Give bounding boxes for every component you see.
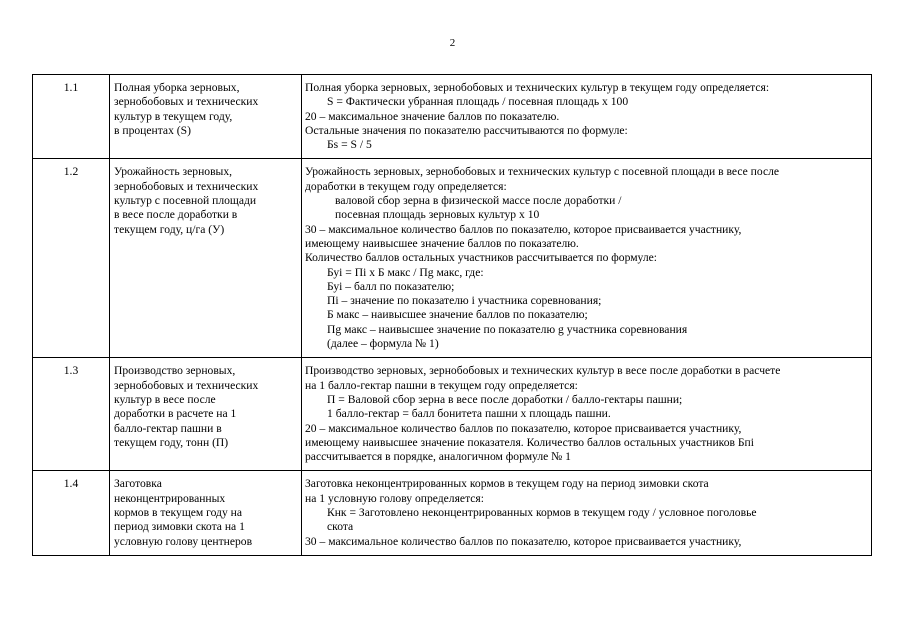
indicator-name-line: культур с посевной площади [114,194,257,208]
indicator-name-line: период зимовки скота на 1 [114,520,245,534]
indicator-name-line: в процентах (S) [114,123,191,137]
indicator-name-line: текущем году, ц/га (У) [114,222,225,236]
indicator-name-line: зернобобовых и технических [114,179,259,193]
description-line: Урожайность зерновых, зернобобовых и технических культур с посевной площади в весе после [305,165,780,179]
description-line: рассчитывается в порядке, аналогичном формуле № 1 [305,450,571,464]
criteria-table [32,74,872,556]
calculation-description [302,358,872,471]
description-line: Б макс – наивысшее значение баллов по показателю; [327,308,588,322]
indicator-name-line: Урожайность зерновых, [114,165,233,179]
description-line: Производство зерновых, зернобобовых и технических культур в весе после доработки в расчете [305,364,781,378]
description-line: Пg макс – наивысшее значение по показателю g участника соревнования [327,322,688,336]
description-line: валовой сбор зерна в физической массе после доработки / [335,194,622,208]
indicator-name-line: балло-гектар пашни в [114,421,222,435]
description-line: 1 балло-гектар = балл бонитета пашни х площадь пашни. [327,407,611,421]
description-line: S = Фактически убранная площадь / посевная площадь х 100 [327,95,629,109]
calculation-description [302,159,872,358]
indicator-name-line: зернобобовых и технических [114,95,259,109]
indicator-name-line: кормов в текущем году на [114,506,243,520]
calculation-description [302,75,872,159]
indicator-name [110,358,302,471]
description-line: П = Валовой сбор зерна в весе после доработки / балло-гектары пашни; [327,392,683,406]
description-line: Заготовка неконцентрированных кормов в текущем году на период зимовки скота [305,477,709,491]
description-line: Количество баллов остальных участников рассчитывается по формуле: [305,251,658,265]
calculation-description [302,471,872,555]
description-line: имеющему наивысшее значение баллов по показателю. [305,236,579,250]
description-line: Пi – значение по показателю i участника соревнования; [327,294,602,308]
description-line: Буi = Пi х Б макс / Пg макс, где: [327,265,484,279]
description-line: 30 – максимальное количество баллов по показателю, которое присваивается участнику, [305,534,742,548]
row-number: 1.4 [33,471,110,555]
indicator-name-line: в весе после доработки в [114,208,238,222]
table-row [33,471,872,555]
description-line: (далее – формула № 1) [327,337,439,351]
row-number: 1.2 [33,159,110,358]
description-line: 20 – максимальное значение баллов по показателю. [305,109,560,123]
description-line: на 1 балло-гектар пашни в текущем году определяется: [305,378,578,392]
indicator-name [110,75,302,159]
description-line: 20 – максимальное количество баллов по показателю, которое присваивается участнику, [305,421,742,435]
indicator-name-line: Производство зерновых, [114,364,236,378]
description-line: доработки в текущем году определяется: [305,179,507,193]
row-number: 1.1 [33,75,110,159]
indicator-name-line: условную голову центнеров [114,534,253,548]
description-line: Кнк = Заготовлено неконцентрированных кормов в текущем году / условное поголовье [327,506,757,520]
table-row [33,75,872,159]
description-line: Бs = S / 5 [327,138,372,152]
description-line: скота [327,520,354,534]
indicator-name [110,159,302,358]
description-line: Буi – балл по показателю; [327,279,455,293]
indicator-name-line: Заготовка [114,477,162,491]
table-row [33,159,872,358]
indicator-name-line: зернобобовых и технических [114,378,259,392]
page-number: 2 [449,37,456,49]
indicator-name-line: текущем году, тонн (П) [114,435,229,449]
row-number: 1.3 [33,358,110,471]
description-line: имеющему наивысшее значение показателя. Количество баллов остальных участников Бпi [305,435,754,449]
indicator-name-line: культур в весе после [114,392,216,406]
indicator-name-line: культур в текущем году, [114,109,233,123]
description-line: Полная уборка зерновых, зернобобовых и технических культур в текущем году определяется: [305,81,770,94]
indicator-name-line: неконцентрированных [114,491,226,505]
indicator-name-line: доработки в расчете на 1 [114,407,237,421]
description-line: 30 – максимальное количество баллов по показателю, которое присваивается участнику, [305,222,742,236]
description-line: на 1 условную голову определяется: [305,491,484,505]
criteria-table-body [33,75,872,556]
indicator-name [110,471,302,555]
indicator-name-line: Полная уборка зерновых, [114,81,240,94]
table-row [33,358,872,471]
description-line: Остальные значения по показателю рассчитываются по формуле: [305,123,628,137]
description-line: посевная площадь зерновых культур х 10 [335,208,540,222]
